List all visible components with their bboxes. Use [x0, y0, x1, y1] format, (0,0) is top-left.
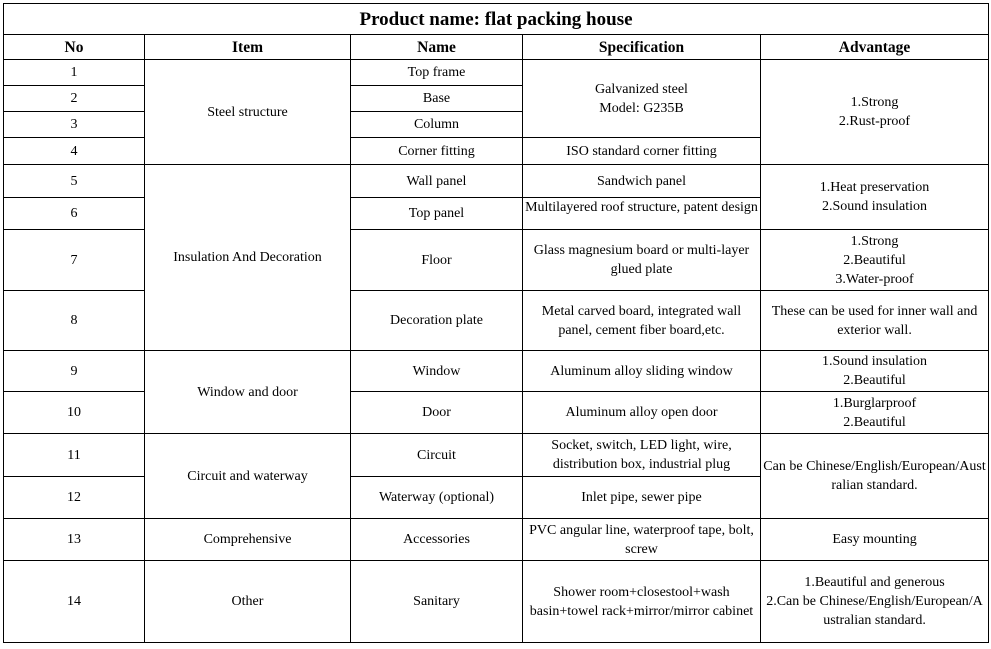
- row-no: 4: [4, 138, 145, 165]
- advantage-insulation: [761, 165, 989, 230]
- advantage-line: 2.Beautiful: [843, 373, 906, 388]
- row-item: Comprehensive: [145, 519, 351, 561]
- row-no: 7: [4, 230, 145, 291]
- row-name: Base: [351, 86, 523, 112]
- row-name: Column: [351, 112, 523, 138]
- row-specification: Shower room+closestool+wash basin+towel rack+mirror/mirror cabinet: [523, 561, 761, 643]
- product-spec-table: [3, 3, 989, 643]
- header-name: Name: [351, 35, 523, 60]
- row-specification: Aluminum alloy sliding window: [523, 351, 761, 392]
- row-no: 5: [4, 165, 145, 198]
- row-specification: PVC angular line, waterproof tape, bolt, screw: [523, 519, 761, 561]
- row-name: Circuit: [351, 434, 523, 477]
- item-circuit-waterway: Circuit and waterway: [145, 434, 351, 519]
- advantage-line: 2.Can be Chinese/English/European/Australian standard.: [766, 594, 983, 628]
- row-advantage: [761, 392, 989, 434]
- row-no: 2: [4, 86, 145, 112]
- advantage-line: 2.Sound insulation: [822, 199, 928, 214]
- advantage-line: 1.Strong: [850, 233, 899, 249]
- row-advantage: Easy mounting: [761, 519, 989, 561]
- item-window-door: Window and door: [145, 351, 351, 434]
- row-no: 9: [4, 351, 145, 392]
- row-name: Waterway (optional): [351, 477, 523, 519]
- advantage-line: 2.Beautiful: [843, 414, 906, 430]
- spec-text: Multilayered roof structure, patent design: [525, 200, 758, 215]
- header-item: Item: [145, 35, 351, 60]
- spec-line: Galvanized steel: [595, 81, 688, 97]
- row-advantage: These can be used for inner wall and exterior wall.: [761, 291, 989, 351]
- header-no: No: [4, 35, 145, 60]
- table-row: [4, 351, 989, 392]
- advantage-line: 1.Sound insulation: [822, 354, 928, 369]
- row-name: Accessories: [351, 519, 523, 561]
- header-specification: Specification: [523, 35, 761, 60]
- table-row: [4, 165, 989, 198]
- row-specification: Inlet pipe, sewer pipe: [523, 477, 761, 519]
- row-name: Sanitary: [351, 561, 523, 643]
- advantage-circuit-waterway: Can be Chinese/English/European/Australian standard.: [761, 434, 989, 519]
- row-item: Other: [145, 561, 351, 643]
- row-name: Window: [351, 351, 523, 392]
- advantage-steel-structure: [761, 60, 989, 165]
- row-no: 11: [4, 434, 145, 477]
- row-advantage: [761, 561, 989, 643]
- row-specification: Metal carved board, integrated wall panel, cement fiber board,etc.: [523, 291, 761, 351]
- title-row: [4, 4, 989, 35]
- row-specification: Aluminum alloy open door: [523, 392, 761, 434]
- header-row: [4, 35, 989, 60]
- row-name: Top panel: [351, 198, 523, 230]
- row-no: 12: [4, 477, 145, 519]
- row-no: 1: [4, 60, 145, 86]
- advantage-line: 2.Beautiful: [843, 252, 906, 268]
- row-specification: Socket, switch, LED light, wire, distribution box, industrial plug: [523, 434, 761, 477]
- row-name: Corner fitting: [351, 138, 523, 165]
- table-row: [4, 434, 989, 477]
- row-name: Decoration plate: [351, 291, 523, 351]
- table-row: [4, 519, 989, 561]
- row-no: 6: [4, 198, 145, 230]
- table-row: [4, 60, 989, 86]
- row-name: Wall panel: [351, 165, 523, 198]
- table-title: Product name: flat packing house: [4, 4, 989, 35]
- row-name: Floor: [351, 230, 523, 291]
- row-specification: [523, 198, 761, 230]
- row-no: 13: [4, 519, 145, 561]
- item-insulation-decoration: Insulation And Decoration: [145, 165, 351, 351]
- row-name: Top frame: [351, 60, 523, 86]
- row-name: Door: [351, 392, 523, 434]
- spec-steel-structure: [523, 60, 761, 138]
- advantage-line: 1.Heat preservation: [819, 180, 930, 195]
- advantage-line: 2.Rust-proof: [838, 114, 911, 129]
- row-no: 14: [4, 561, 145, 643]
- header-advantage: Advantage: [761, 35, 989, 60]
- row-specification: Glass magnesium board or multi-layer glued plate: [523, 230, 761, 291]
- advantage-line: 3.Water-proof: [835, 271, 914, 287]
- row-no: 8: [4, 291, 145, 351]
- advantage-line: 1.Beautiful and generous: [804, 575, 945, 590]
- row-advantage: [761, 230, 989, 291]
- table-row: [4, 561, 989, 643]
- advantage-line: 1.Burglarproof: [832, 395, 917, 411]
- item-steel-structure: Steel structure: [145, 60, 351, 165]
- row-no: 3: [4, 112, 145, 138]
- row-advantage: [761, 351, 989, 392]
- advantage-line: 1.Strong: [850, 95, 899, 110]
- row-no: 10: [4, 392, 145, 434]
- spec-line: Model: G235B: [599, 100, 684, 116]
- row-specification: ISO standard corner fitting: [523, 138, 761, 165]
- row-specification: Sandwich panel: [523, 165, 761, 198]
